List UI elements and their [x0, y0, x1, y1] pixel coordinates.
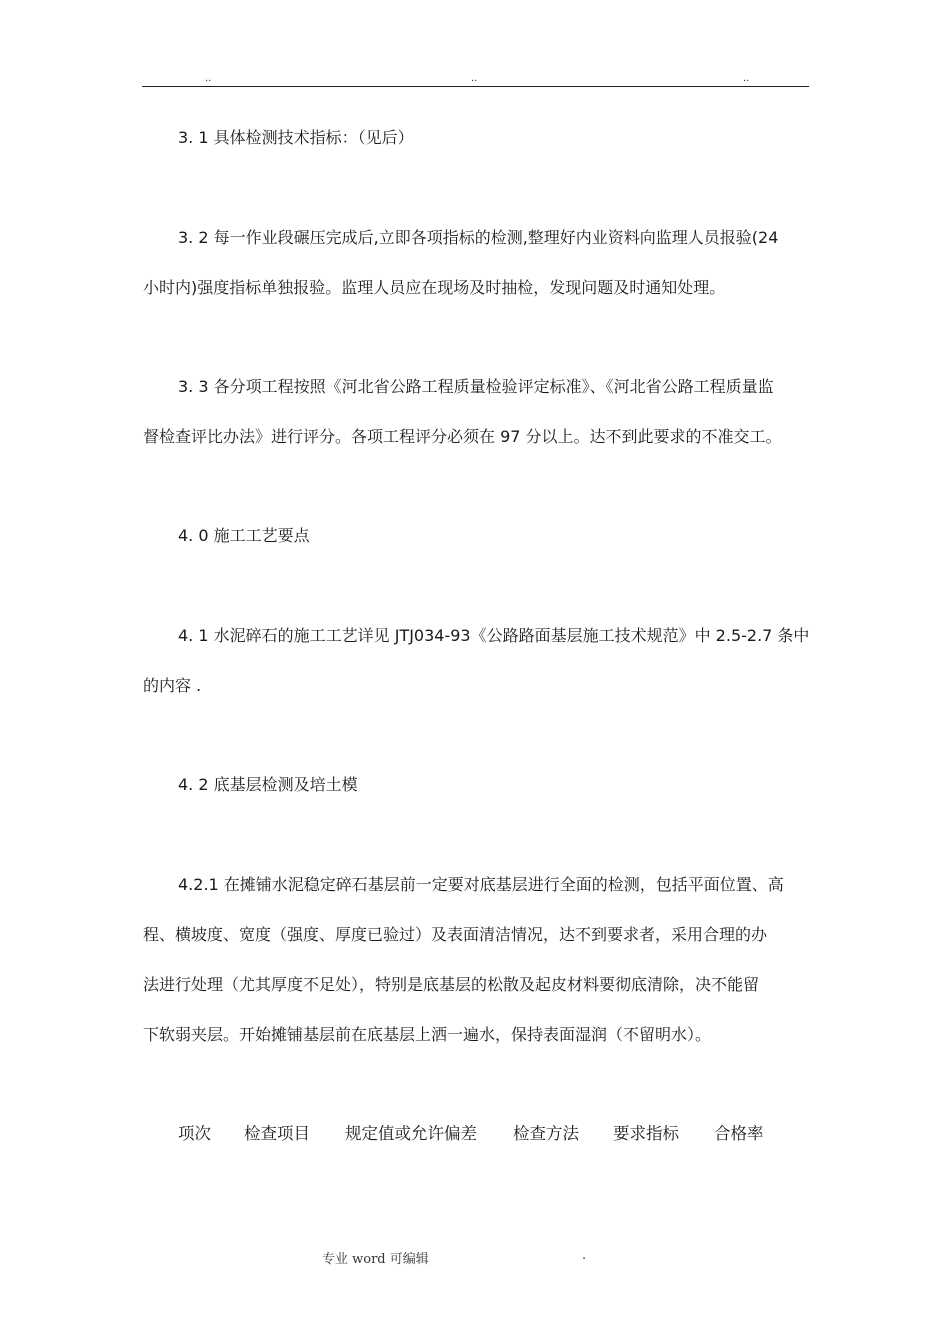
table-header-requirement: 要求指标	[613, 1124, 679, 1143]
section-3-3-line-2: 督检查评比办法》进行评分。各项工程评分必须在 97 分以上。达不到此要求的不准交工。	[143, 427, 782, 446]
table-header-pass-rate: 合格率	[714, 1124, 764, 1143]
header-dot-center: ..	[471, 73, 478, 84]
section-4-1-line-1: 4. 1 水泥碎石的施工工艺详见 JTJ034-93《公路路面基层施工技术规范》中 2.5-2.7 条中	[178, 626, 810, 645]
section-4-2	[143, 760, 811, 810]
section-4-2-heading: 4. 2 底基层检测及培土模	[178, 775, 358, 794]
footer-dot: .	[582, 1248, 587, 1263]
section-3-3-line-1: 3. 3 各分项工程按照《河北省公路工程质量检验评定标准》、《河北省公路工程质量监	[178, 377, 774, 396]
table-header-tolerance: 规定值或允许偏差	[345, 1124, 477, 1143]
section-4-0	[143, 511, 811, 561]
section-3-2-line-2: 小时内)强度指标单独报验。监理人员应在现场及时抽检，发现问题及时通知处理。	[143, 278, 726, 297]
section-4-2-1-line-1: 4.2.1 在摊铺水泥稳定碎石基层前一定要对底基层进行全面的检测，包括平面位置、高	[178, 875, 784, 894]
table-header-check-item: 检查项目	[244, 1124, 310, 1143]
header-rule	[142, 86, 809, 87]
footer-text: 专业 word 可编辑	[322, 1252, 429, 1267]
section-3-3	[143, 362, 811, 462]
header-dot-right: ..	[743, 73, 750, 84]
table-header-item-no: 项次	[178, 1124, 211, 1143]
section-4-2-1-line-4: 下软弱夹层。开始摊铺基层前在底基层上洒一遍水，保持表面湿润（不留明水）。	[143, 1025, 712, 1044]
section-4-1	[143, 611, 811, 711]
section-3-1	[143, 113, 811, 163]
section-4-2-1	[143, 860, 811, 1060]
section-4-2-1-line-3: 法进行处理（尤其厚度不足处），特别是底基层的松散及起皮材料要彻底清除，决不能留	[143, 975, 760, 994]
section-4-2-1-line-2: 程、横坡度、宽度（强度、厚度已验过）及表面清洁情况，达不到要求者，采用合理的办	[143, 925, 768, 944]
section-3-2	[143, 213, 811, 313]
section-3-1-text: 3. 1 具体检测技术指标：（见后）	[178, 128, 414, 147]
header-dot-left: ..	[205, 73, 212, 84]
section-4-0-heading: 4. 0 施工工艺要点	[178, 526, 310, 545]
section-3-2-line-1: 3. 2 每一作业段碾压完成后,立即各项指标的检测,整理好内业资料向监理人员报验(24	[178, 228, 779, 247]
table-header-method: 检查方法	[513, 1124, 579, 1143]
section-4-1-line-2: 的内容 .	[143, 676, 202, 695]
